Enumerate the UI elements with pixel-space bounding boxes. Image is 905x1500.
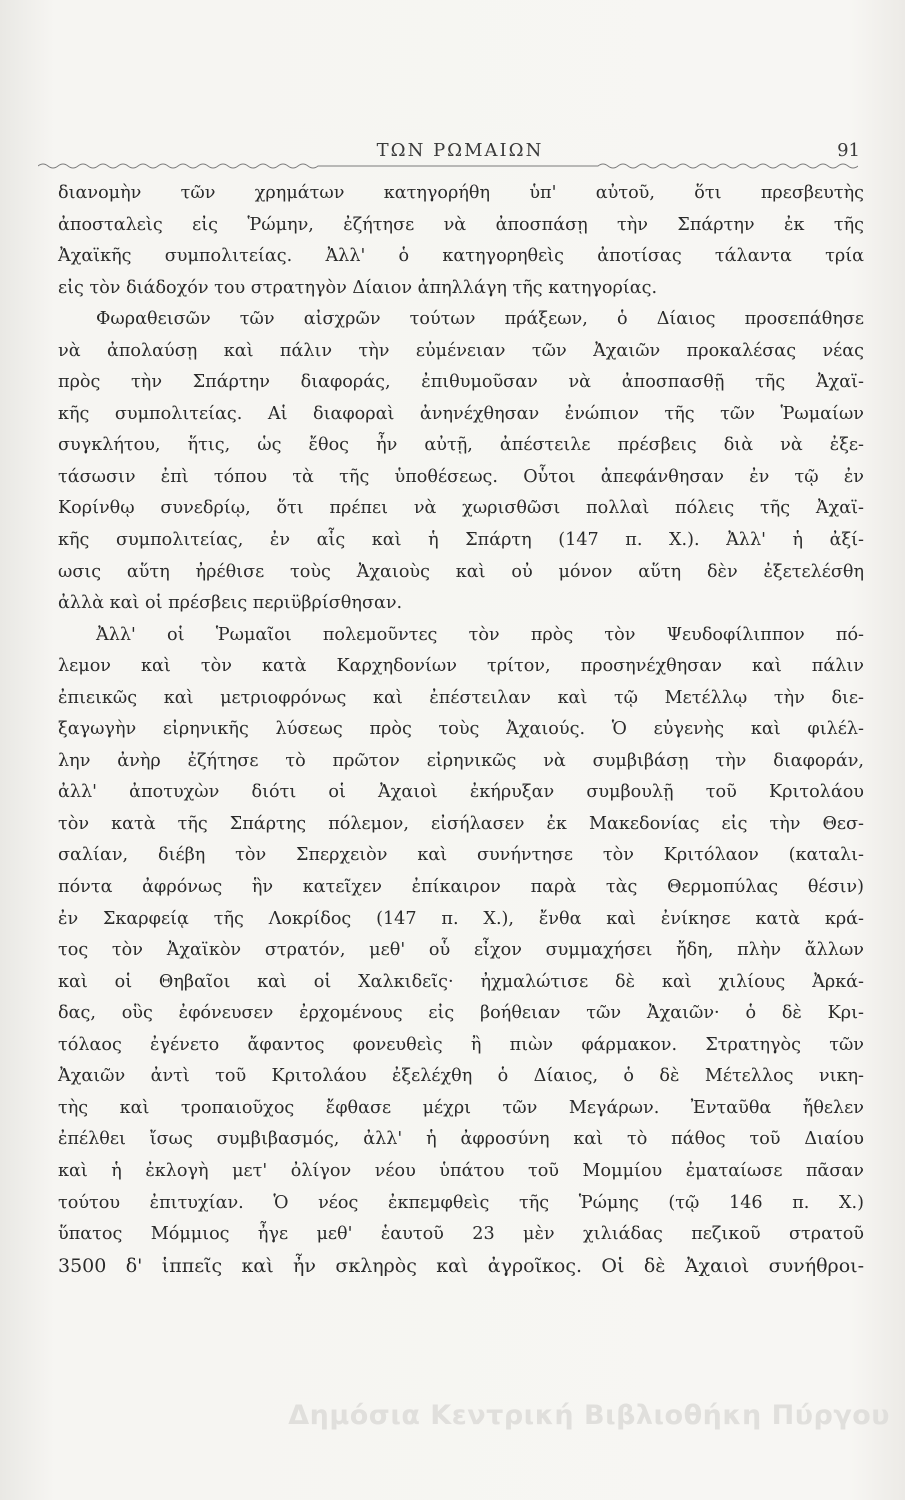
page-number: 91 (837, 140, 860, 161)
text-line: ἀποσταλεὶς εἰς Ῥώμην, ἐζήτησε νὰ ἀποσπάσῃ τὴν Σπάρτην ἐκ τῆς (58, 214, 864, 235)
text-line: τος τὸν Ἀχαϊκὸν στρατόν, μεθ' οὗ εἶχον συμμαχήσει ἤδη, πλὴν ἄλλων (58, 940, 864, 961)
text-line: ἀλλὰ καὶ οἱ πρέσβεις περιϋβρίσθησαν. (58, 593, 403, 614)
paragraph-start-line: Ἀλλ' οἱ Ῥωμαῖοι πολεμοῦντες τὸν πρὸς τὸν Ψευδοφίλιππον πό- (96, 624, 864, 645)
text-line: δας, οὓς ἐφόνευσεν ἐρχομένους εἰς βοήθειαν τῶν Ἀχαιῶν· ὁ δὲ Κρι- (58, 1003, 864, 1024)
library-watermark: Δημόσια Κεντρική Βιβλιοθήκη Πύργου (288, 1400, 890, 1431)
text-line: Κορίνθῳ συνεδρίῳ, ὅτι πρέπει νὰ χωρισθῶσι πολλαὶ πόλεις τῆς Ἀχαϊ- (58, 498, 864, 519)
text-line: ἐπιεικῶς καὶ μετριοφρόνως καὶ ἐπέστειλαν καὶ τῷ Μετέλλῳ τὴν διε- (58, 687, 864, 708)
text-line: τὸν κατὰ τῆς Σπάρτης πόλεμον, εἰσήλασεν ἐκ Μακεδονίας εἰς τὴν Θεσ- (58, 813, 864, 834)
text-line: Ἀχαιῶν ἀντὶ τοῦ Κριτολάου ἐξελέχθη ὁ Δίαιος, ὁ δὲ Μέτελλος νικη- (58, 1066, 864, 1087)
text-line: ἐπέλθει ἴσως συμβιβασμός, ἀλλ' ἡ ἀφροσύνη καὶ τὸ πάθος τοῦ Διαίου (58, 1129, 864, 1150)
text-line: κῆς συμπολιτείας, ἐν αἷς καὶ ἡ Σπάρτη (147 π. Χ.). Ἀλλ' ἡ ἀξί- (58, 530, 864, 551)
text-line: εἰς τὸν διάδοχόν του στρατηγὸν Δίαιον ἀπηλλάγη τῆς κατηγορίας. (58, 277, 658, 298)
text-line: 3500 δ' ἱππεῖς καὶ ἦν σκληρὸς καὶ ἀγροῖκος. Οἱ δὲ Ἀχαιοὶ συνήθροι- (58, 1254, 864, 1277)
text-line: πόντα ἀφρόνως ἣν κατεῖχεν ἐπίκαιρον παρὰ τὰς Θερμοπύλας θέσιν) (58, 877, 864, 898)
text-line: ὕπατος Μόμμιος ἦγε μεθ' ἑαυτοῦ 23 μὲν χιλιάδας πεζικοῦ στρατοῦ (58, 1224, 864, 1245)
text-line: Ἀχαϊκῆς συμπολιτείας. Ἀλλ' ὁ κατηγορηθεὶς ἀποτίσας τάλαντα τρία (58, 246, 864, 267)
text-line: ωσις αὕτη ἠρέθισε τοὺς Ἀχαιοὺς καὶ οὐ μόνον αὕτη δὲν ἐξετελέσθη (58, 561, 864, 582)
body-text (58, 178, 864, 1282)
text-line: σαλίαν, διέβη τὸν Σπερχειὸν καὶ συνήντησε τὸν Κριτόλαον (καταλι- (58, 845, 864, 866)
paragraph-start-line: Φωραθεισῶν τῶν αἰσχρῶν τούτων πράξεων, ὁ Δίαιος προσεπάθησε (96, 309, 864, 330)
text-line: τόλαος ἐγένετο ἄφαντος φονευθεὶς ἢ πιὼν φάρμακον. Στρατηγὸς τῶν (58, 1034, 864, 1055)
text-line: διανομὴν τῶν χρημάτων κατηγορήθη ὑπ' αὐτοῦ, ὅτι πρεσβευτὴς (58, 183, 864, 203)
running-title: ΤΩΝ ΡΩΜΑΙΩΝ (376, 140, 544, 161)
text-line: νὰ ἀπολαύσῃ καὶ πάλιν τὴν εὐμένειαν τῶν Ἀχαιῶν προκαλέσας νέας (58, 340, 864, 361)
text-line: ἐν Σκαρφείᾳ τῆς Λοκρίδος (147 π. Χ.), ἔνθα καὶ ἐνίκησε κατὰ κρά- (58, 908, 864, 929)
text-line: τούτου ἐπιτυχίαν. Ὁ νέος ἐκπεμφθεὶς τῆς Ῥώμης (τῷ 146 π. Χ.) (58, 1192, 864, 1213)
text-line: καὶ ἡ ἐκλογὴ μετ' ὀλίγον νέου ὑπάτου τοῦ Μομμίου ἐματαίωσε πᾶσαν (58, 1160, 864, 1181)
text-line: κῆς συμπολιτείας. Αἱ διαφοραὶ ἀνηνέχθησαν ἐνώπιον τῆς τῶν Ῥωμαίων (58, 403, 864, 424)
text-line: λεμον καὶ τὸν κατὰ Καρχηδονίων τρίτον, προσηνέχθησαν καὶ πάλιν (58, 656, 864, 677)
text-line: καὶ οἱ Θηβαῖοι καὶ οἱ Χαλκιδεῖς· ἠχμαλώτισε δὲ καὶ χιλίους Ἀρκά- (58, 971, 864, 992)
text-line: ἀλλ' ἀποτυχὼν διότι οἱ Ἀχαιοὶ ἐκήρυξαν συμβουλῇ τοῦ Κριτολάου (58, 782, 864, 803)
text-line: τάσωσιν ἐπὶ τόπου τὰ τῆς ὑποθέσεως. Οὗτοι ἀπεφάνθησαν ἐν τῷ ἐν (58, 466, 864, 487)
decorative-wavy-rule (38, 160, 858, 172)
text-line: λην ἀνὴρ ἐζήτησε τὸ πρῶτον εἰρηνικῶς νὰ συμβιβάσῃ τὴν διαφοράν, (58, 750, 864, 771)
text-line: πρὸς τὴν Σπάρτην διαφοράς, ἐπιθυμοῦσαν νὰ ἀποσπασθῇ τῆς Ἀχαϊ- (58, 372, 864, 393)
text-line: τὴς καὶ τροπαιοῦχος ἔφθασε μέχρι τῶν Μεγάρων. Ἐνταῦθα ἤθελεν (58, 1097, 864, 1118)
text-line: ξαγωγὴν εἰρηνικῆς λύσεως πρὸς τοὺς Ἀχαιούς. Ὁ εὐγενὴς καὶ φιλέλ- (58, 719, 864, 740)
text-line: συγκλήτου, ἥτις, ὡς ἔθος ἦν αὐτῇ, ἀπέστειλε πρέσβεις διὰ νὰ ἐξε- (58, 435, 864, 456)
